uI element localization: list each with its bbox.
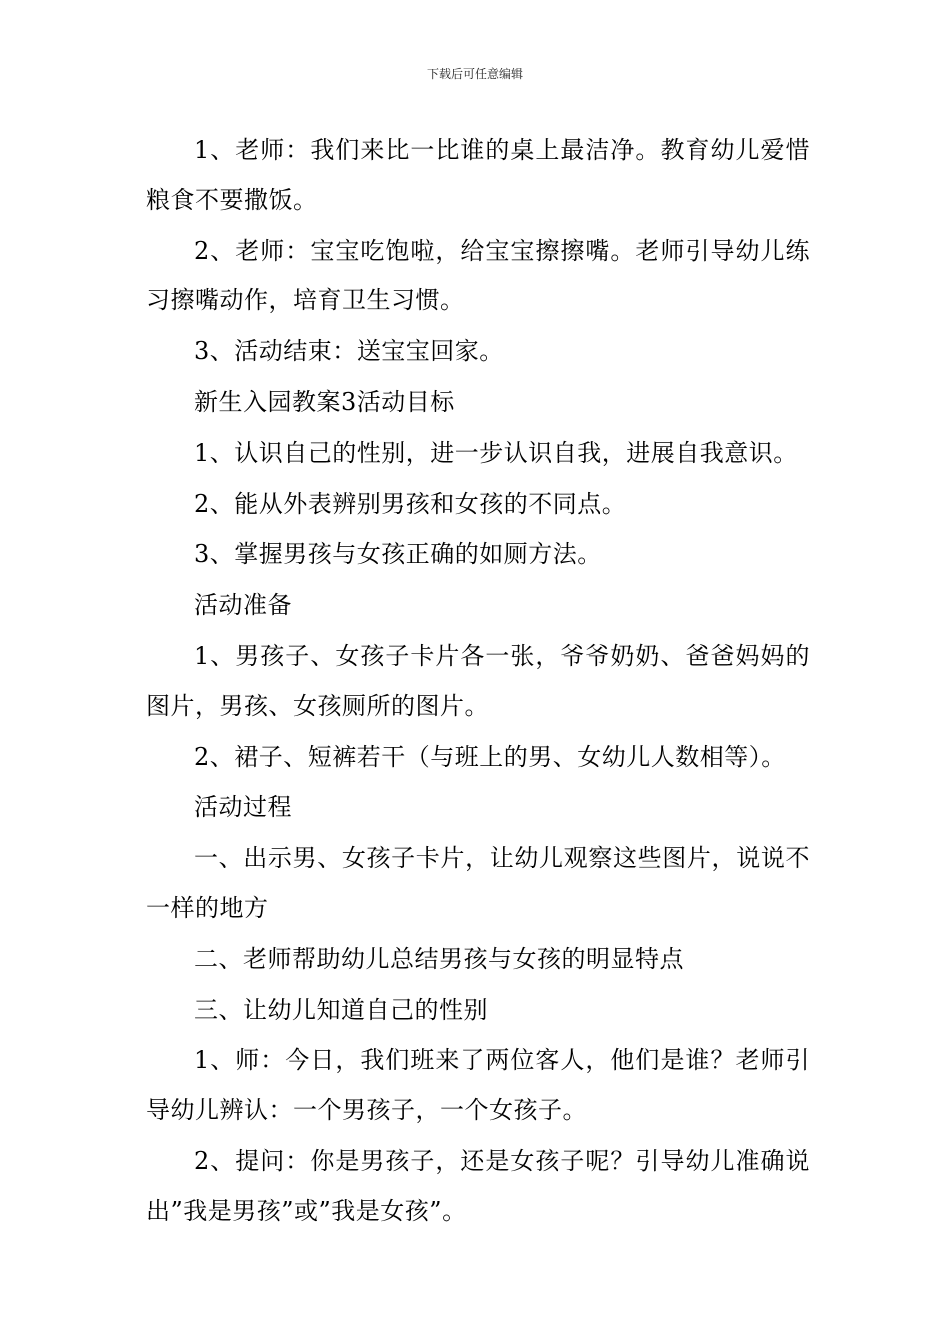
paragraph: 3、掌握男孩与女孩正确的如厕方法。 bbox=[194, 540, 602, 569]
paragraph: 1、认识自己的性别，进一步认识自我，进展自我意识。 bbox=[194, 438, 798, 467]
paragraph: 1、老师：我们来比一比谁的桌上最洁净。教育幼儿爱惜粮食不要撒饭。 bbox=[146, 136, 810, 214]
paragraph: 三、让幼儿知道自己的性别 bbox=[194, 995, 488, 1024]
paragraph: 2、裙子、短裤若干（与班上的男、女幼儿人数相等）。 bbox=[194, 742, 786, 771]
document-body bbox=[146, 126, 810, 1238]
paragraph: 3、活动结束：送宝宝回家。 bbox=[194, 337, 504, 366]
paragraph: 一、出示男、女孩子卡片，让幼儿观察这些图片，说说不一样的地方 bbox=[146, 844, 810, 922]
paragraph: 1、师：今日，我们班来了两位客人，他们是谁？老师引导幼儿辨认：一个男孩子，一个女孩子。 bbox=[146, 1046, 810, 1125]
paragraph: 2、提问：你是男孩子，还是女孩子呢？引导幼儿准确说出”我是男孩”或”我是女孩”。 bbox=[146, 1146, 810, 1225]
paragraph: 2、能从外表辨别男孩和女孩的不同点。 bbox=[194, 489, 627, 518]
page-header-note: 下载后可任意编辑 bbox=[426, 67, 523, 81]
section-heading: 活动过程 bbox=[194, 793, 292, 822]
paragraph: 二、老师帮助幼儿总结男孩与女孩的明显特点 bbox=[194, 944, 684, 973]
paragraph: 2、老师：宝宝吃饱啦，给宝宝擦擦嘴。老师引导幼儿练习擦嘴动作，培育卫生习惯。 bbox=[146, 236, 810, 315]
paragraph: 1、男孩子、女孩子卡片各一张，爷爷奶奶、爸爸妈妈的图片，男孩、女孩厕所的图片。 bbox=[146, 641, 810, 720]
section-heading: 活动准备 bbox=[194, 591, 292, 620]
section-heading: 新生入园教案3活动目标 bbox=[194, 387, 455, 416]
